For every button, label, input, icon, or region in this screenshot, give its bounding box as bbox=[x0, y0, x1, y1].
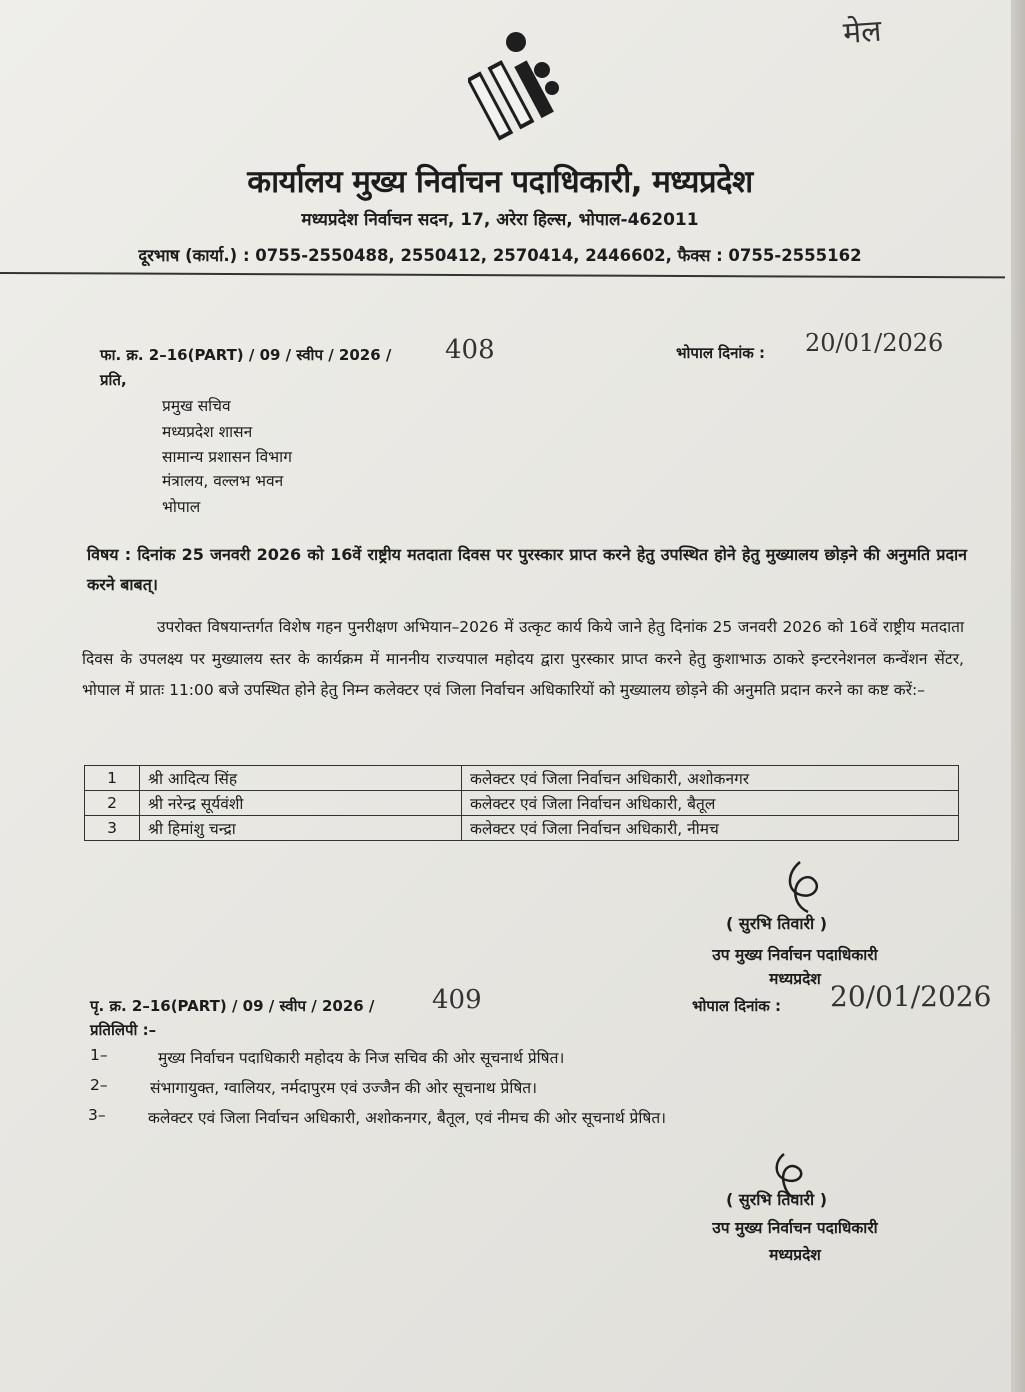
copy-item-number: 2– bbox=[90, 1076, 108, 1094]
ref-number-handwritten: 408 bbox=[445, 335, 495, 365]
subject-line: विषय : दिनांक 25 जनवरी 2026 को 16वें राष्ट्रीय मतदाता दिवस पर पुरस्कार प्राप्त करने हेतु उपस्थित होने हेतु मुख्यालय छोड़ने की अनुमति प्रदान करने बाबत्। bbox=[87, 545, 967, 594]
paper-edge bbox=[1011, 0, 1025, 1392]
ref-number: फा. क्र. 2–16(PART) / 09 / स्वीप / 2026 / bbox=[100, 346, 392, 364]
copy-item-number: 3– bbox=[88, 1106, 106, 1124]
recipient-line: मध्यप्रदेश शासन bbox=[162, 423, 253, 441]
copy-item-number: 1– bbox=[90, 1046, 108, 1064]
officer-name-cell: श्री नरेन्द्र सूर्यवंशी bbox=[140, 791, 462, 816]
serial-cell: 2 bbox=[85, 791, 140, 816]
copy-label: प्रतिलिपी :– bbox=[90, 1021, 157, 1039]
recipient-line: भोपाल bbox=[162, 498, 201, 516]
recipient-line: सामान्य प्रशासन विभाग bbox=[162, 448, 292, 466]
serial-cell: 1 bbox=[85, 766, 140, 791]
signatory-designation: उप मुख्य निर्वाचन पदाधिकारी bbox=[712, 946, 878, 964]
table-row bbox=[85, 791, 959, 816]
to-label: प्रति, bbox=[100, 371, 127, 389]
copy-date-label: भोपाल दिनांक : bbox=[692, 997, 782, 1015]
officer-post-cell: कलेक्टर एवं जिला निर्वाचन अधिकारी, अशोकनगर bbox=[462, 766, 959, 791]
officer-post-cell: कलेक्टर एवं जिला निर्वाचन अधिकारी, नीमच bbox=[462, 816, 959, 841]
signature-scribble-icon bbox=[778, 858, 838, 914]
body-paragraph: उपरोक्त विषयान्तर्गत विशेष गहन पुनरीक्षण अभियान–2026 में उत्कृट कार्य किये जाने हेतु दिनांक 25 जनवरी 2026 को 16वें राष्ट्रीय मतदाता दिवस के उपलक्ष्य पर मुख्यालय स्तर के कार्यक्रम में माननीय राज्यपाल महोदय द्वारा पुरस्कार प्राप्त करने हेतु कुशाभाऊ ठाकरे इन्टरनेशनल कन्वेंशन सेंटर, भोपाल में प्रातः 11:00 बजे उपस्थित होने हेतु निम्न कलेक्टर एवं जिला निर्वाचन अधिकारियों को मुख्यालय छोड़ने की अनुमति प्रदान करने का कष्ट करें:– bbox=[82, 618, 964, 699]
table-row bbox=[85, 816, 959, 841]
copy-ref-number: पृ. क्र. 2–16(PART) / 09 / स्वीप / 2026 / bbox=[90, 997, 375, 1015]
officer-name-cell: श्री हिमांशु चन्द्रा bbox=[140, 816, 462, 841]
signatory-state: मध्यप्रदेश bbox=[769, 1246, 821, 1264]
office-title: कार्यालय मुख्य निर्वाचन पदाधिकारी, मध्यप्रदेश bbox=[247, 164, 753, 200]
copy-item-text: संभागायुक्त, ग्वालियर, नर्मदापुरम एवं उज्जैन की ओर सूचनाथ प्रेषित। bbox=[150, 1079, 538, 1097]
office-phone: दूरभाष (कार्या.) : 0755-2550488, 2550412, 2570414, 2446602, फैक्स : 0755-2555162 bbox=[138, 246, 862, 265]
officers-table bbox=[84, 765, 959, 841]
handwritten-note: मेल bbox=[841, 13, 883, 52]
copy-ref-number-handwritten: 409 bbox=[432, 985, 482, 1015]
recipient-line: प्रमुख सचिव bbox=[162, 397, 231, 415]
signatory-state: मध्यप्रदेश bbox=[769, 970, 821, 988]
serial-cell: 3 bbox=[85, 816, 140, 841]
header-rule bbox=[0, 272, 1005, 278]
copy-item-text: मुख्य निर्वाचन पदाधिकारी महोदय के निज सचिव की ओर सूचनार्थ प्रेषित। bbox=[158, 1049, 565, 1067]
signatory-designation: उप मुख्य निर्वाचन पदाधिकारी bbox=[712, 1219, 878, 1237]
officer-post-cell: कलेक्टर एवं जिला निर्वाचन अधिकारी, बैतूल bbox=[462, 791, 959, 816]
recipient-line: मंत्रालय, वल्लभ भवन bbox=[162, 472, 284, 490]
table-row bbox=[85, 766, 959, 791]
copy-date-handwritten: 20/01/2026 bbox=[830, 980, 992, 1013]
signatory-name: ( सुरभि तिवारी ) bbox=[726, 914, 828, 933]
election-office-logo-icon bbox=[468, 30, 564, 148]
copy-item-text: कलेक्टर एवं जिला निर्वाचन अधिकारी, अशोकनगर, बैतूल, एवं नीमच की ओर सूचनार्थ प्रेषित। bbox=[148, 1109, 667, 1127]
officer-name-cell: श्री आदित्य सिंह bbox=[140, 766, 462, 791]
signatory-name: ( सुरभि तिवारी ) bbox=[726, 1190, 828, 1209]
date-label: भोपाल दिनांक : bbox=[676, 344, 766, 362]
date-handwritten: 20/01/2026 bbox=[805, 329, 944, 357]
office-address: मध्यप्रदेश निर्वाचन सदन, 17, अरेरा हिल्स, भोपाल-462011 bbox=[301, 210, 699, 230]
